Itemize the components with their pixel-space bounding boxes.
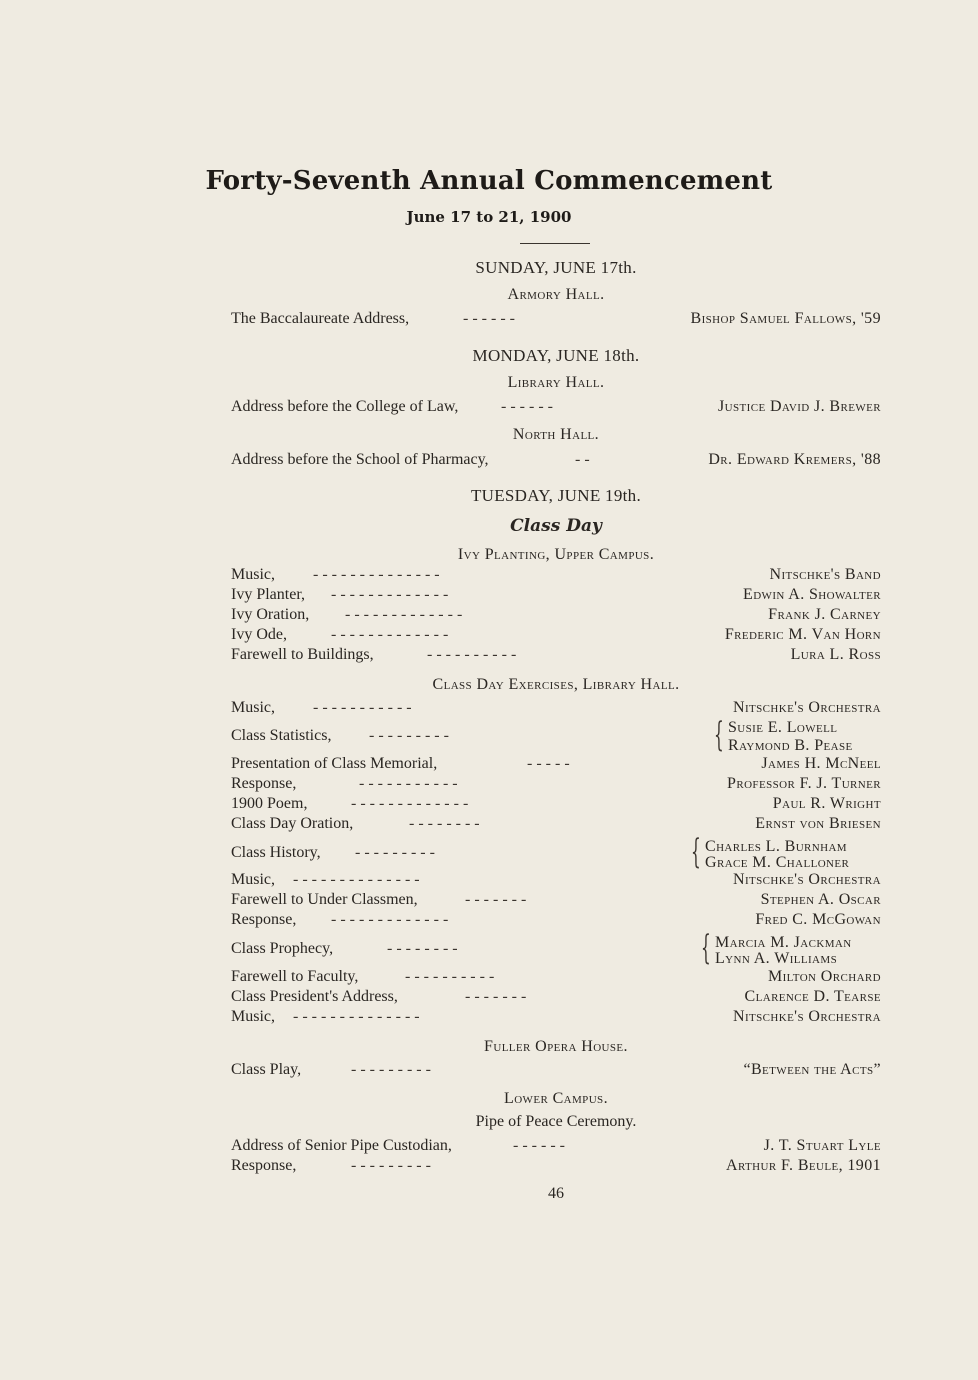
program-row: [231, 911, 881, 931]
row-label: Farewell to Under Classmen,: [231, 891, 418, 908]
title-divider: [520, 243, 590, 244]
row-label: Class Statistics,: [231, 727, 332, 744]
row-value: Milton Orchard: [767, 968, 881, 985]
row-value: “Between the Acts”: [743, 1061, 881, 1078]
row-label: Response,: [231, 775, 297, 792]
row-leader: - - - - - - - - -: [355, 844, 435, 861]
row-leader: - - - - - - - - - - - - -: [345, 606, 463, 623]
row-value: Ernst von Briesen: [755, 815, 881, 832]
row-label: The Baccalaureate Address,: [231, 310, 410, 327]
row-label: Music,: [231, 1008, 275, 1025]
program-row: [231, 775, 881, 795]
row-leader: - - - - - - - - - - - - -: [331, 911, 449, 928]
program-row: [231, 586, 881, 606]
row-label: Response,: [231, 1157, 297, 1174]
program-row: [231, 1061, 881, 1081]
page-subtitle-dates: June 17 to 21, 1900: [406, 208, 572, 226]
row-leader: - - - - - - - - - -: [405, 968, 495, 985]
program-row: [231, 834, 881, 874]
brace-glyph: {: [714, 715, 724, 755]
program-row: [231, 451, 881, 471]
program-row: [231, 398, 881, 418]
monday-venue-north: North Hall.: [512, 426, 600, 443]
row-leader: - - - - - - -: [465, 988, 527, 1005]
row-leader: - - - - - - - - - - - - - -: [313, 566, 440, 583]
brace-glyph: {: [691, 832, 701, 872]
program-row: [231, 930, 881, 970]
row-label: Farewell to Buildings,: [231, 646, 374, 663]
row-leader: - - - - - - - - -: [351, 1157, 431, 1174]
program-row: [231, 310, 881, 330]
sunday-heading: SUNDAY, JUNE 17th.: [475, 258, 637, 277]
pair-name-first: Marcia M. Jackman: [715, 934, 852, 951]
row-value: Fred C. McGowan: [755, 911, 881, 928]
row-label: Presentation of Class Memorial,: [231, 755, 438, 772]
row-value: Nitschke's Orchestra: [732, 699, 881, 716]
program-row: [231, 699, 881, 719]
pair-name-second: Lynn A. Williams: [715, 950, 838, 967]
row-value: Clarence D. Tearse: [744, 988, 881, 1005]
pair-name-second: Raymond B. Pease: [728, 737, 853, 754]
program-row: [231, 606, 881, 626]
row-leader: - - - - - - - - - - -: [313, 699, 412, 716]
class-day-title: Class Day: [510, 516, 602, 536]
pair-name-first: Susie E. Lowell: [728, 719, 838, 736]
row-value: Bishop Samuel Fallows, '59: [690, 310, 881, 327]
row-value: Arthur F. Beule, 1901: [726, 1157, 881, 1174]
program-row: [231, 871, 881, 891]
tuesday-heading: TUESDAY, JUNE 19th.: [470, 486, 642, 505]
row-leader: - -: [575, 451, 590, 468]
row-leader: - - - - - - - - -: [351, 1061, 431, 1078]
row-label: Class President's Address,: [231, 988, 398, 1005]
page-title: Forty-Seventh Annual Commencement: [205, 166, 773, 196]
row-label: Ivy Oration,: [231, 606, 310, 623]
row-leader: - - - - - - - - -: [369, 727, 449, 744]
program-row: [231, 988, 881, 1008]
opera-venue: Fuller Opera House.: [484, 1038, 628, 1055]
row-value: Justice David J. Brewer: [718, 398, 881, 415]
row-label: Response,: [231, 911, 297, 928]
row-leader: - - - - - - -: [465, 891, 527, 908]
program-row: [231, 815, 881, 835]
row-leader: - - - - - -: [463, 310, 515, 327]
row-leader: - - - - -: [527, 755, 570, 772]
row-leader: - - - - - - - - - - - - -: [331, 586, 449, 603]
row-label: 1900 Poem,: [231, 795, 308, 812]
lower-campus-venue: Lower Campus.: [504, 1090, 608, 1107]
row-leader: - - - - - - - - - - - - - -: [293, 871, 420, 888]
ceremony-title: Pipe of Peace Ceremony.: [475, 1113, 637, 1130]
program-row: [231, 891, 881, 911]
row-value: Paul R. Wright: [772, 795, 881, 812]
row-value: Professor F. J. Turner: [727, 775, 881, 792]
program-row: [231, 1008, 881, 1028]
row-value: Nitschke's Orchestra: [732, 1008, 881, 1025]
program-row: [231, 717, 881, 757]
row-leader: - - - - - - - - - - - - -: [331, 626, 449, 643]
row-label: Address of Senior Pipe Custodian,: [231, 1137, 452, 1154]
row-leader: - - - - - - - -: [409, 815, 480, 832]
row-value: Dr. Edward Kremers, '88: [708, 451, 881, 468]
row-leader: - - - - - -: [513, 1137, 565, 1154]
program-row: [231, 755, 881, 775]
row-label: Music,: [231, 871, 275, 888]
row-value: Lura L. Ross: [790, 646, 881, 663]
program-row: [231, 968, 881, 988]
row-label: Class Play,: [231, 1061, 302, 1078]
row-value: Frederic M. Van Horn: [724, 626, 881, 643]
program-row: [231, 646, 881, 666]
row-value: Edwin A. Showalter: [743, 586, 881, 603]
row-leader: - - - - - -: [501, 398, 553, 415]
program-row: [231, 566, 881, 586]
row-label: Farewell to Faculty,: [231, 968, 359, 985]
row-label: Address before the School of Pharmacy,: [231, 451, 489, 468]
row-label: Class History,: [231, 844, 321, 861]
row-label: Music,: [231, 566, 275, 583]
row-label: Music,: [231, 699, 275, 716]
row-label: Class Day Oration,: [231, 815, 354, 832]
row-label: Class Prophecy,: [231, 940, 334, 957]
row-label: Ivy Ode,: [231, 626, 287, 643]
pair-name-second: Grace M. Challoner: [705, 854, 850, 871]
monday-heading: MONDAY, JUNE 18th.: [472, 346, 640, 365]
ivy-venue: Ivy Planting, Upper Campus.: [457, 546, 655, 563]
monday-venue-library: Library Hall.: [507, 374, 605, 391]
row-leader: - - - - - - - - - - - - -: [351, 795, 469, 812]
row-value: Frank J. Carney: [768, 606, 881, 623]
row-value: J. T. Stuart Lyle: [763, 1137, 881, 1154]
row-leader: - - - - - - - - - - - - - -: [293, 1008, 420, 1025]
row-leader: - - - - - - - -: [387, 940, 458, 957]
row-label: Ivy Planter,: [231, 586, 306, 603]
row-leader: - - - - - - - - - -: [427, 646, 517, 663]
row-value: Nitschke's Band: [769, 566, 881, 583]
row-value: James H. McNeel: [761, 755, 881, 772]
exercises-venue: Class Day Exercises, Library Hall.: [432, 676, 680, 693]
row-value: Stephen A. Oscar: [760, 891, 881, 908]
program-row: [231, 1137, 881, 1157]
row-label: Address before the College of Law,: [231, 398, 459, 415]
program-row: [231, 626, 881, 646]
page-number: 46: [548, 1185, 564, 1202]
row-value: Nitschke's Orchestra: [732, 871, 881, 888]
sunday-venue: Armory Hall.: [507, 286, 605, 303]
pair-name-first: Charles L. Burnham: [705, 838, 847, 855]
row-leader: - - - - - - - - - - -: [359, 775, 458, 792]
program-row: [231, 1157, 881, 1177]
brace-glyph: {: [701, 928, 711, 968]
program-row: [231, 795, 881, 815]
